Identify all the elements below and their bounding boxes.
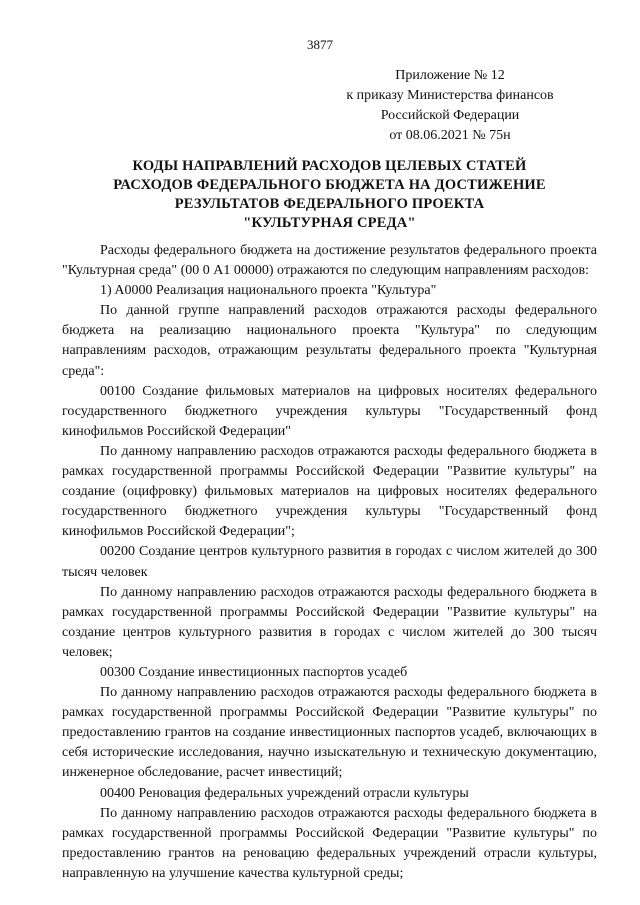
paragraph-group-heading: 1) A0000 Реализация национального проекта "Культура" — [100, 283, 437, 299]
paragraph-code-00400: 00400 Реновация федеральных учреждений отрасли культуры — [100, 785, 469, 801]
paragraph-code-00300-description: По данному направлению расходов отражаются расходы федерального бюджета в рамках государственной программы Российской Федерации "Развитие культуры" по предоставлению грантов на создание инвестиционных паспортов усадеб, включающих в себя исторические исследования, научно изыскательную и техническую документацию, инженерное обследование, расчет инвестиций; — [62, 685, 597, 781]
document-title — [62, 157, 597, 233]
title-line: РАСХОДОВ ФЕДЕРАЛЬНОГО БЮДЖЕТА НА ДОСТИЖЕНИЕ — [113, 177, 546, 193]
title-line: КОДЫ НАПРАВЛЕНИЙ РАСХОДОВ ЦЕЛЕВЫХ СТАТЕЙ — [132, 158, 527, 174]
paragraph-code-00100: 00100 Создание фильмовых материалов на цифровых носителях федерального государственного бюджетного учреждения культуры "Государственный фонд кинофильмов Российской Федерации" — [62, 383, 597, 439]
title-line: "КУЛЬТУРНАЯ СРЕДА" — [243, 215, 416, 231]
paragraph-code-00300: 00300 Создание инвестиционных паспортов усадеб — [100, 664, 408, 680]
appendix-header — [300, 66, 600, 146]
document-body — [62, 241, 597, 884]
paragraph-code-00100-description: По данному направлению расходов отражаются расходы федерального бюджета в рамках государственной программы Российской Федерации "Развитие культуры" на создание (оцифровку) фильмовых материалов на цифровых носителях федерального государственного бюджетного учреждения культуры "Государственный фонд кинофильмов Российской Федерации"; — [62, 443, 597, 540]
appendix-line: от 08.06.2021 № 75н — [389, 128, 511, 143]
appendix-line: Российской Федерации — [380, 108, 520, 123]
appendix-line: к приказу Министерства финансов — [346, 88, 554, 103]
paragraph-intro: Расходы федерального бюджета на достижение результатов федерального проекта "Культурная среда" (00 0 A1 00000) отражаются по следующим направлениям расходов: — [62, 243, 597, 279]
paragraph-group-description: По данной группе направлений расходов отражаются расходы федерального бюджета на реализацию национального проекта "Культура" по следующим направлениям расходов, отражающим результаты федерального проекта "Культурная среда": — [62, 303, 597, 379]
title-line: РЕЗУЛЬТАТОВ ФЕДЕРАЛЬНОГО ПРОЕКТА — [174, 196, 485, 212]
appendix-line: Приложение № 12 — [395, 68, 505, 83]
paragraph-code-00200-description: По данному направлению расходов отражаются расходы федерального бюджета в рамках государственной программы Российской Федерации "Развитие культуры" на создание центров культурного развития в городах с числом жителей до 300 тысяч человек; — [62, 584, 597, 660]
paragraph-code-00400-description: По данному направлению расходов отражаются расходы федерального бюджета в рамках государственной программы Российской Федерации "Развитие культуры" по предоставлению грантов на реновацию федеральных учреждений отрасли культуры, направленную на улучшение качества культурной среды; — [62, 805, 597, 881]
paragraph-code-00200: 00200 Создание центров культурного развития в городах с числом жителей до 300 тысяч человек — [62, 544, 597, 580]
page-number: 3877 — [307, 37, 333, 52]
